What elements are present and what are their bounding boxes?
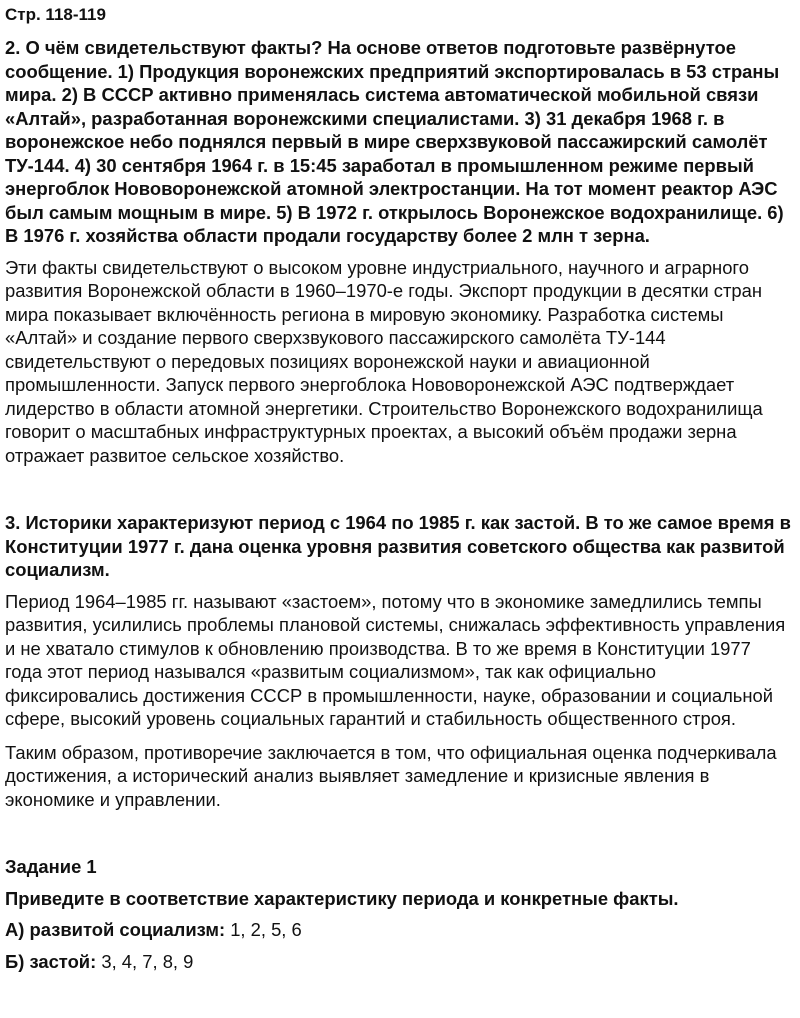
match-a-label: А) развитой социализм: [5,919,226,940]
answer-3-paragraph-1: Период 1964–1985 гг. называют «застоем», потому что в экономике замедлились темпы развития, усилились проблемы плановой системы, снижалась эффективность управления и не хватало стимулов к обновлению производства. В то же время в Конституции 1977 года этот период назывался «развитым социализмом», так как официально фиксировались достижения СССР в промышленности, науке, образовании и социальной сфере, высокий уровень социальных гарантий и стабильность общественного строя. [5,590,786,729]
match-a-value: 1, 2, 5, 6 [225,919,302,940]
answer-2: Эти факты свидетельствуют о высоком уровне индустриального, научного и аграрного развития Воронежской области в 1960–1970-е годы. Экспорт продукции в десятки стран мира показывает включённость региона в мировую экономику. Разработка системы «Алтай» и создание первого сверхзвукового пассажирского самолёта ТУ-144 свидетельствуют о передовых позициях воронежской науки и авиационной промышленности. Запуск первого энергоблока Нововоронежской АЭС подтверждает лидерство в области атомной энергетики. Строительство Воронежского водохранилища говорит о масштабных инфраструктурных проектах, а высокий объём продажи зерна отражает развитое сельское хозяйство. [5,256,763,466]
match-row-a [5,918,792,942]
task-1-instruction: Приведите в соответствие характеристику периода и конкретные факты. [5,887,679,909]
question-3: 3. Историки характеризуют период с 1964 по 1985 г. как застой. В то же самое время в Конституции 1977 г. дана оценка уровня развития советского общества как развитой социализм. [5,512,791,580]
match-b-label: Б) застой: [5,950,97,972]
task-1-title: Задание 1 [5,856,97,877]
spacer [5,821,792,855]
spacer [5,477,792,511]
page-reference: Стр. 118-119 [5,5,106,24]
match-b-value: 3, 4, 7, 8, 9 [96,950,194,972]
question-2: 2. О чём свидетельствуют факты? На основе ответов подготовьте развёрнутое сообщение. 1) Продукция воронежских предприятий экспортировалась в 53 страны мира. 2) В СССР активно применялась система автоматической мобильной связи «Алтай», разработанная воронежскими специалистами. 3) 31 декабря 1968 г. в воронежское небо поднялся первый в мире сверхзвуковой пассажирский самолёт ТУ-144. 4) 30 сентября 1964 г. в 15:45 заработал в промышленном режиме первый энергоблок Нововоронежской атомной электростанции. На тот момент реактор АЭС был самым мощным в мире. 5) В 1972 г. открылось Воронежское водохранилище. 6) В 1976 г. хозяйства области продали государству более 2 млн т зерна. [5,37,784,246]
match-row-b [5,950,792,974]
answer-3-paragraph-2: Таким образом, противоречие заключается в том, что официальная оценка подчеркивала достижения, а исторический анализ выявляет замедление и кризисные явления в экономике и управлении. [5,741,777,810]
